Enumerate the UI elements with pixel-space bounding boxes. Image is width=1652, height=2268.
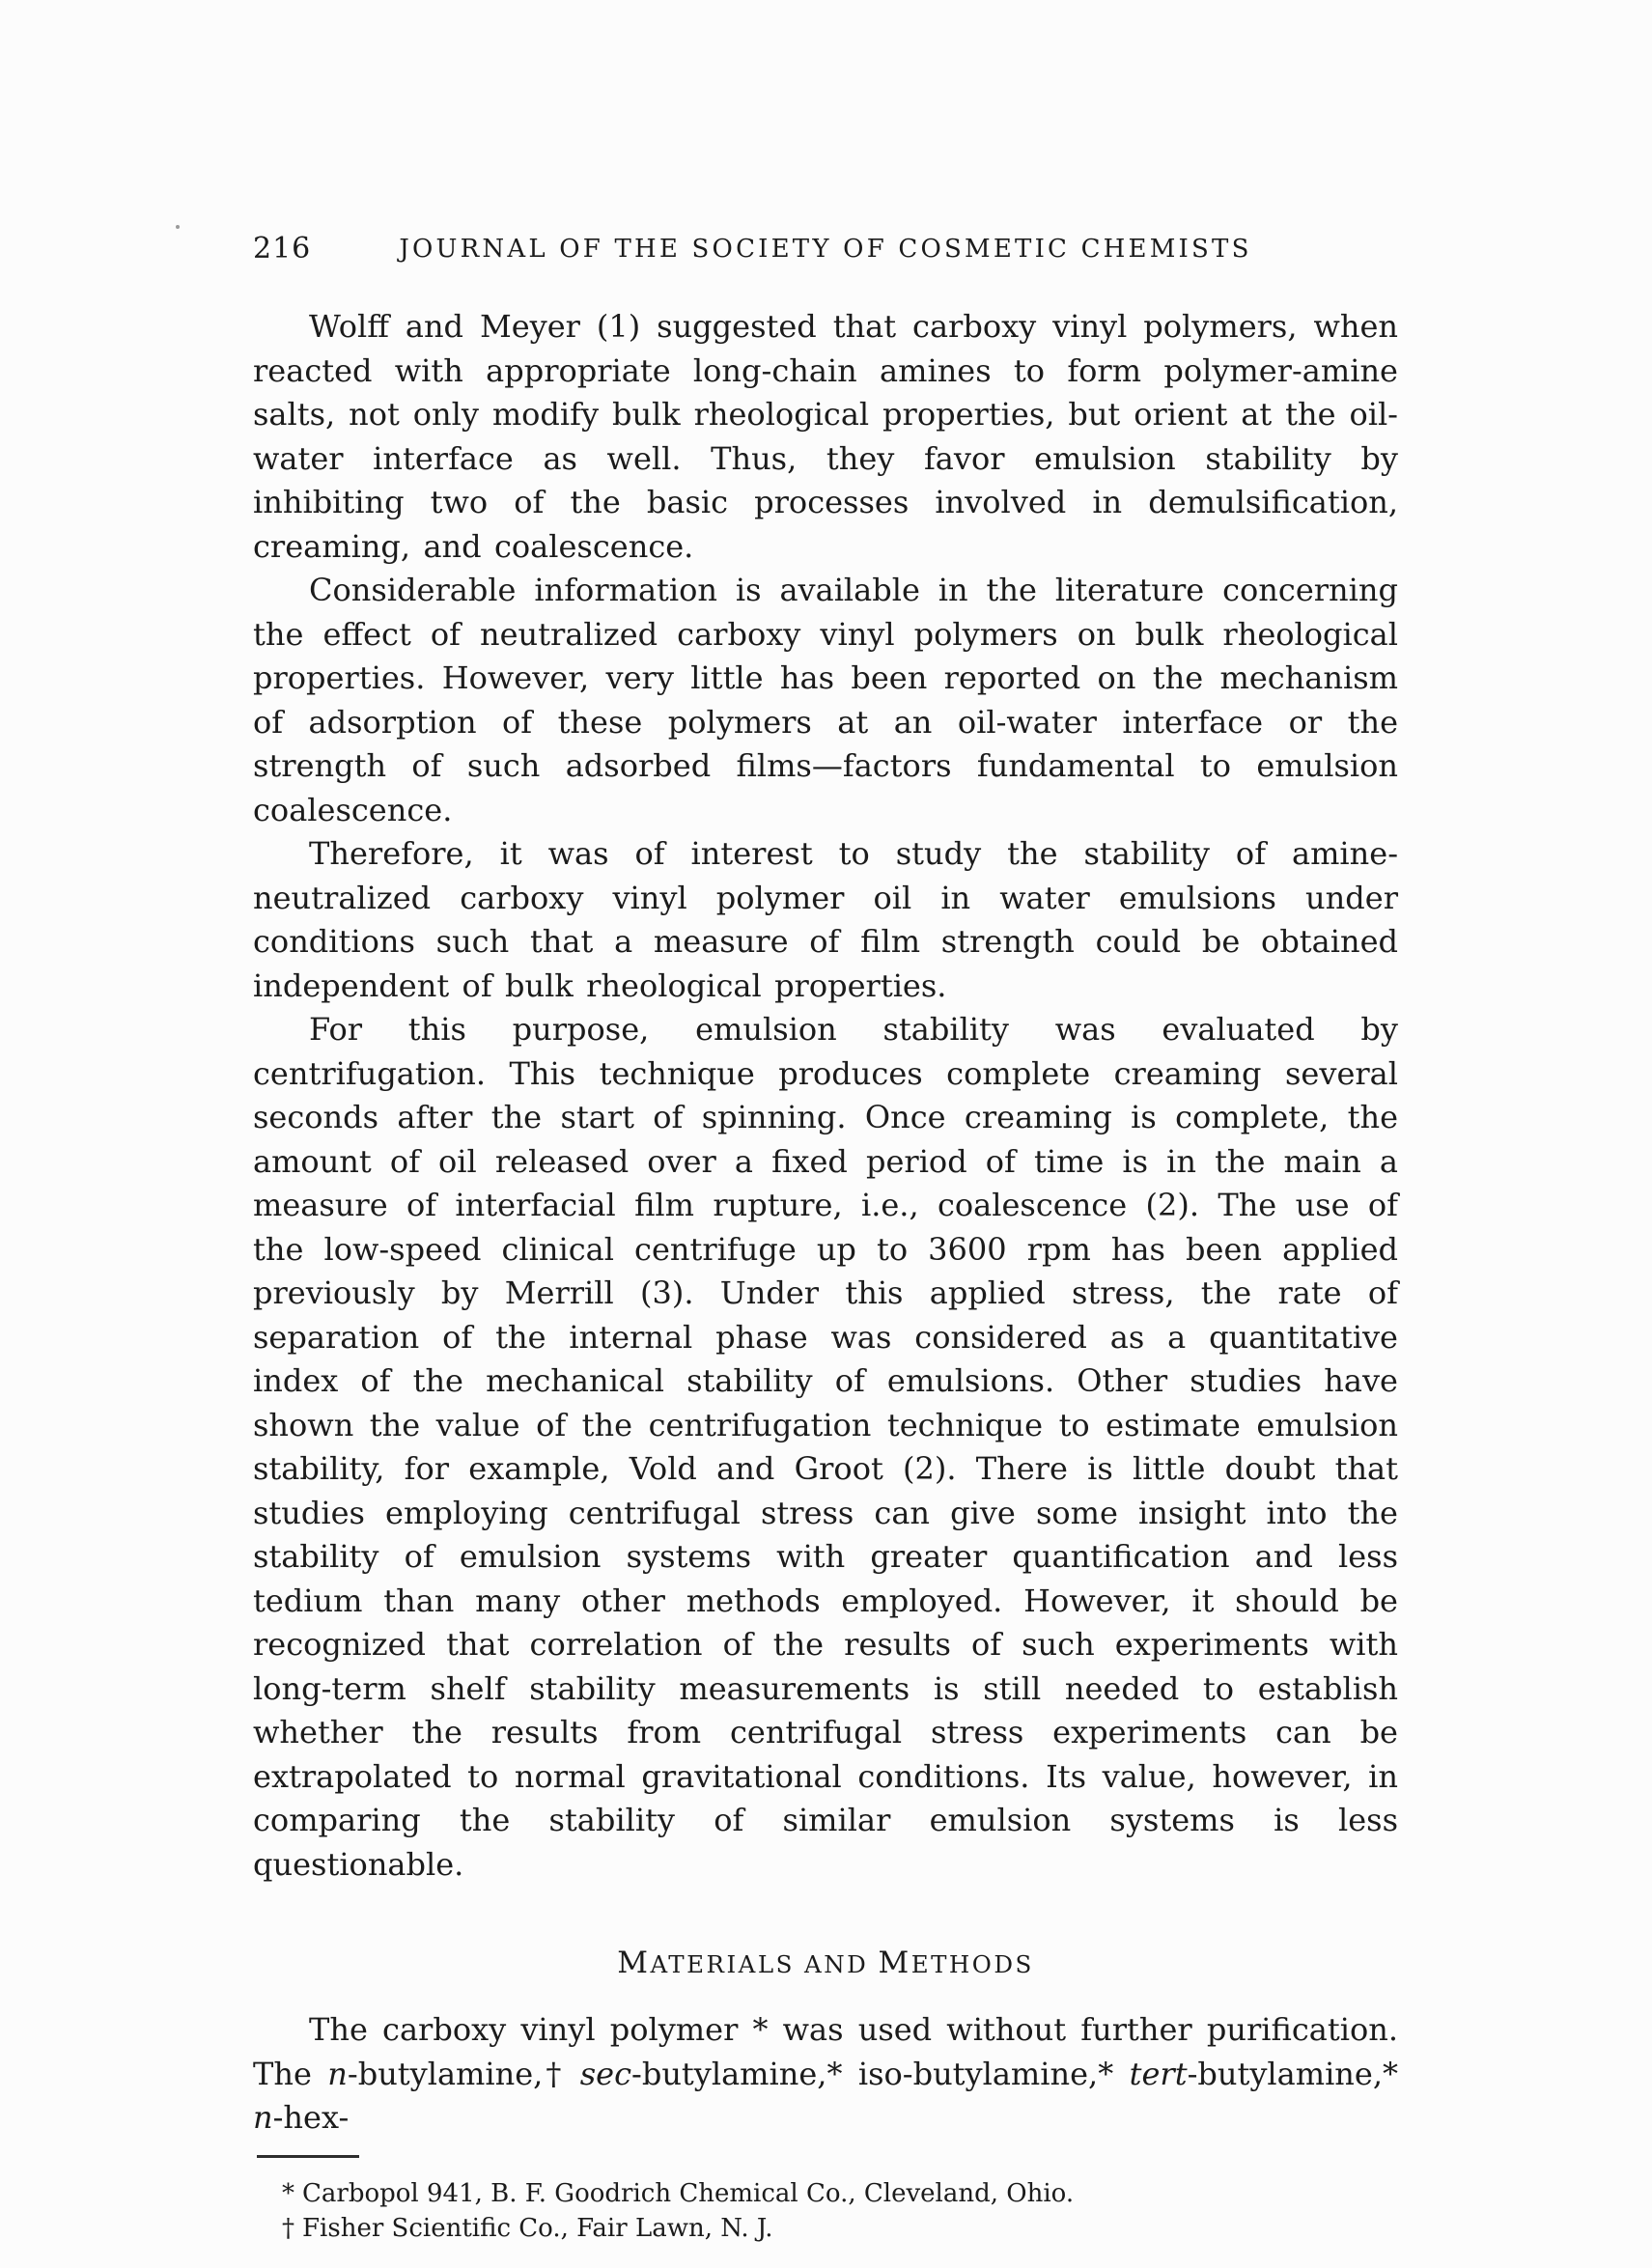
page-number: 216 <box>253 232 312 266</box>
footnote-text: Fisher Scientific Co., Fair Lawn, N. J. <box>302 2213 773 2243</box>
footnote-marker: † <box>282 2213 294 2243</box>
italic-text-run: tert <box>1129 2055 1188 2092</box>
running-head: JOURNAL OF THE SOCIETY OF COSMETIC CHEMISTS <box>399 235 1252 264</box>
heading-smallcaps: AND <box>804 1950 869 1978</box>
footnote-marker: * <box>282 2178 294 2208</box>
paragraph <box>253 305 1398 569</box>
heading-initial: M <box>878 1946 911 1980</box>
text-run: For this purpose, emulsion stability was evaluated by centrifugation. This technique produces complete creaming several seconds after the start of spinning. Once creaming is complete, the amount of oil released over a fixed period of time is in the main a measure of interfacial film rupture, i.e., coalescence (2). The use of the low-speed clinical centrifuge up to 3600 rpm has been applied previously by Merrill (3). Under this applied stress, the rate of separation of the internal phase was considered as a quantitative index of the mechanical stability of emulsions. Other studies have shown the value of the centrifugation technique to estimate emulsion stability, for example, Vold and Groot (2). There is little doubt that studies employing centrifugal stress can give some insight into the stability of emulsion systems with greater quantification and less tedium than many other methods employed. However, it should be recognized that correlation of the results of such experiments with long-term shelf stability measurements is still needed to establish whether the results from centrifugal stress experiments can be extrapolated to normal gravitational conditions. Its value, however, in comparing the stability of similar emulsion systems is less questionable. <box>253 1011 1398 1883</box>
italic-text-run: n <box>253 2099 273 2136</box>
text-run: -butylamine,* <box>1187 2055 1399 2092</box>
materials-section <box>253 2008 1398 2141</box>
italic-text-run: sec <box>579 2055 632 2092</box>
footnote-text: Carbopol 941, B. F. Goodrich Chemical Co., Cleveland, Ohio. <box>302 2178 1075 2208</box>
heading-initial: M <box>617 1946 651 1980</box>
text-run: -butylamine,* iso-butylamine,* <box>631 2055 1130 2092</box>
text-run: The carboxy vinyl polymer * was used without further purification. The <box>253 2011 1398 2092</box>
paragraph <box>253 2008 1398 2141</box>
scan-speck <box>176 225 180 229</box>
heading-smallcaps: ETHODS <box>910 1950 1034 1978</box>
paragraph <box>253 832 1398 1008</box>
heading-smallcaps: ATERIALS <box>650 1950 795 1978</box>
text-run: -butylamine,† <box>347 2055 580 2092</box>
article-intro <box>253 305 1398 1887</box>
page-header <box>253 232 1398 265</box>
section-heading <box>253 1945 1398 1983</box>
footnote-rule <box>257 2155 359 2158</box>
footnote <box>282 2176 1398 2211</box>
italic-text-run: n <box>327 2055 348 2092</box>
text-run: Considerable information is available in the literature concerning the effect of neutralized carboxy vinyl polymers on bulk rheological properties. However, very little has been reported on the mechanism of adsorption of these polymers at an oil-water interface or the strength of such adsorbed films—factors fundamental to emulsion coalescence. <box>253 572 1398 828</box>
footnote <box>282 2211 1398 2246</box>
text-run: Wolff and Meyer (1) suggested that carboxy vinyl polymers, when reacted with appropriate long-chain amines to form polymer-amine salts, not only modify bulk rheological properties, but orient at the oil-water interface as well. Thus, they favor emulsion stability by inhibiting two of the basic processes involved in demulsification, creaming, and coalescence. <box>253 308 1398 565</box>
footnotes <box>253 2176 1398 2246</box>
paragraph <box>253 1008 1398 1887</box>
text-run: Therefore, it was of interest to study the stability of amine-neutralized carboxy vinyl polymer oil in water emulsions under conditions such that a measure of film strength could be obtained independent of bulk rheological properties. <box>253 835 1398 1004</box>
paragraph <box>253 569 1398 832</box>
text-run: -hex- <box>272 2099 350 2136</box>
page-content <box>253 232 1398 2246</box>
